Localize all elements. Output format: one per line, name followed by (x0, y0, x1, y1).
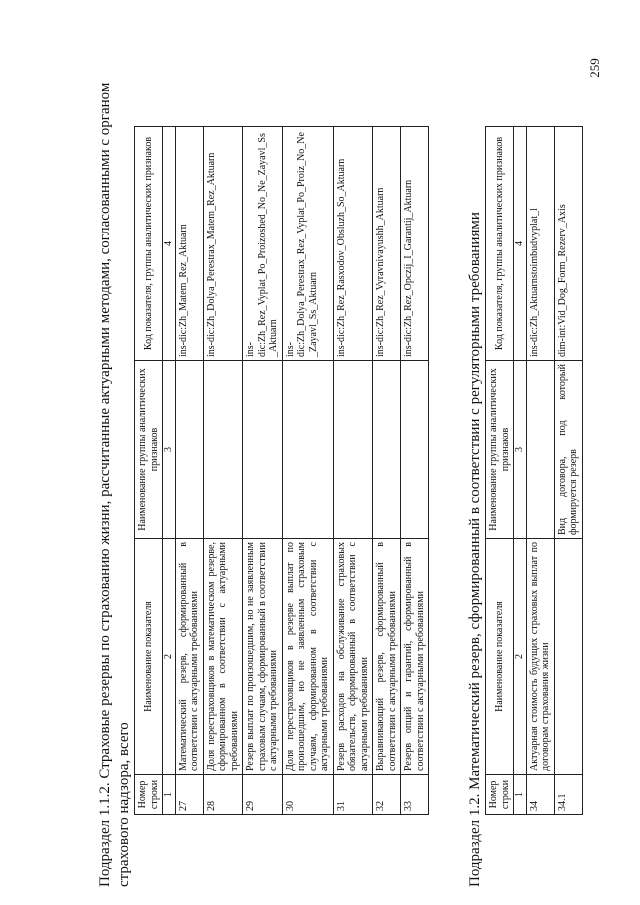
row-number: 34.1 (554, 775, 582, 815)
group-name (175, 361, 203, 539)
indicator-name: Доля перестраховщиков в резерве выплат по произошедшим, но не заявленным страховым случаям, сформированном в соответствии с актуарными требованиями (282, 539, 333, 775)
column-number: 2 (163, 539, 176, 775)
row-number: 28 (203, 775, 243, 815)
indicator-name: Математический резерв, сформированный в соответствии с актуарными требованиями (175, 539, 203, 775)
table-row (243, 127, 283, 815)
column-number: 4 (514, 127, 527, 361)
group-name: Вид договора, под который формируется резерв (554, 361, 582, 539)
row-number: 29 (243, 775, 283, 815)
row-number: 34 (526, 775, 554, 815)
header-row-number: Номер строки (486, 775, 514, 815)
group-name (243, 361, 283, 539)
column-number: 4 (163, 127, 176, 361)
page-number: 259 (586, 58, 602, 78)
indicator-name: Актуарная стоимость будущих страховых выплат по договорам страхования жизни (526, 539, 554, 775)
indicator-name: Выравнивающий резерв, сформированный в соответствии с актуарными требованиями (373, 539, 401, 775)
table-header-row (135, 127, 163, 815)
indicator-code: ins-dic:Zh_Matem_Rez_Aktuarn (175, 127, 203, 361)
header-group-name: Наименование группы аналитических признаков (135, 361, 163, 539)
table-row (333, 127, 373, 815)
indicator-code: ins-dic:Zh_Rez_Vyplat_Po_Proizoshed_No_Ne_Zayavl_Ss_Aktuarn (243, 127, 283, 361)
indicator-code: ins-dic:Zh_Dolya_Perestrax_Matem_Rez_Aktuarn (203, 127, 243, 361)
group-name (526, 361, 554, 539)
group-name (373, 361, 401, 539)
indicator-code: ins-dic:Zh_Rez_Opczij_I_Garantij_Aktuarn (401, 127, 429, 361)
table-row (554, 127, 582, 815)
header-code: Код показателя, группы аналитических признаков (486, 127, 514, 361)
indicator-name: Резерв опций и гарантий, сформированный в соответствии с актуарными требованиями (401, 539, 429, 775)
indicator-name (554, 539, 582, 775)
row-number: 30 (282, 775, 333, 815)
indicator-name: Доля перестраховщиков в математическом резерве, сформированном в соответствии с актуарными требованиями (203, 539, 243, 775)
group-name (203, 361, 243, 539)
group-name (401, 361, 429, 539)
indicator-name: Резерв выплат по произошедшим, но не заявленным страховым случаям, сформированный в соответствии с актуарными требованиями (243, 539, 283, 775)
group-name (282, 361, 333, 539)
header-code: Код показателя, группы аналитических признаков (135, 127, 163, 361)
column-number: 2 (514, 539, 527, 775)
header-row-number: Номер строки (135, 775, 163, 815)
table-row (175, 127, 203, 815)
indicator-code: ins-dic:Zh_Aktuarnstoimbudvyplat_l (526, 127, 554, 361)
indicator-code: ins-dic:Zh_Rez_Vyravnivayushh_Aktuarn (373, 127, 401, 361)
indicator-code: ins-dic:Zh_Rez_Rasxodov_Obsluzh_So_Aktuarn (333, 127, 373, 361)
column-number: 1 (514, 775, 527, 815)
column-number-row (514, 127, 527, 815)
group-name (333, 361, 373, 539)
column-number-row (163, 127, 176, 815)
table-row (373, 127, 401, 815)
column-number: 3 (514, 361, 527, 539)
table-row (401, 127, 429, 815)
table-row (203, 127, 243, 815)
table-header-row (486, 127, 514, 815)
table-row (282, 127, 333, 815)
mathematical-reserve-table (485, 126, 583, 815)
indicator-code: ins-dic:Zh_Dolya_Perestrax_Rez_Vyplat_Po_Proiz_No_Ne_Zayavl_Ss_Aktuarn (282, 127, 333, 361)
table-row (526, 127, 554, 815)
column-number: 3 (163, 361, 176, 539)
row-number: 32 (373, 775, 401, 815)
column-number: 1 (163, 775, 176, 815)
row-number: 31 (333, 775, 373, 815)
header-indicator-name: Наименование показателя (486, 539, 514, 775)
header-indicator-name: Наименование показателя (135, 539, 163, 775)
indicator-name: Резерв расходов на обслуживание страховых обязательств, сформированный в соответствии с актуарными требованиями (333, 539, 373, 775)
row-number: 27 (175, 775, 203, 815)
actuarial-reserves-table (134, 126, 429, 815)
subsection-1-heading: Подраздел 1.1.2. Страховые резервы по страхованию жизни, рассчитанные актуарными методами, согласованными с органом страхового надзора, всего (97, 82, 132, 887)
header-group-name: Наименование группы аналитических признаков (486, 361, 514, 539)
row-number: 33 (401, 775, 429, 815)
subsection-2-heading: Подраздел 1.2. Математический резерв, сформированный в соответствии с регуляторными требованиями (467, 212, 483, 887)
indicator-code: dim-int:Vid_Dog_Form_Rezerv_Axis (554, 127, 582, 361)
